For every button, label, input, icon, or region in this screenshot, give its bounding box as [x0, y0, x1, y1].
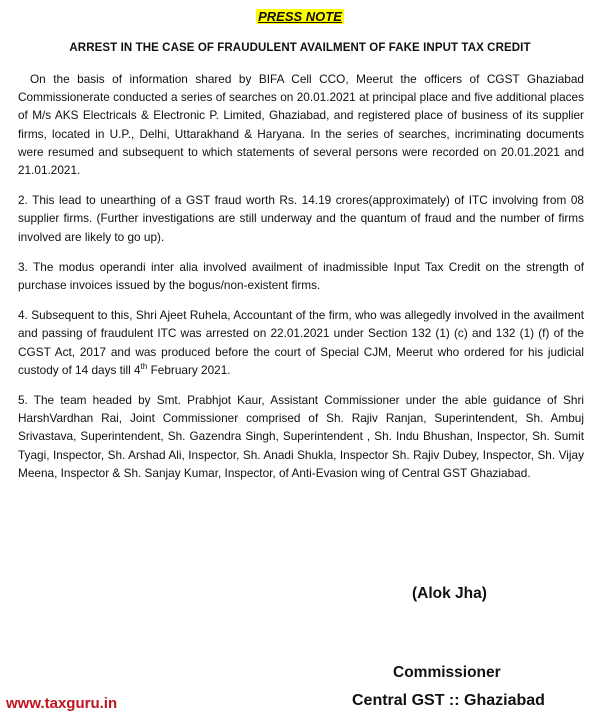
signatory-office: Central GST :: Ghaziabad	[352, 692, 545, 709]
document-heading: ARREST IN THE CASE OF FRAUDULENT AVAILMENT OF FAKE INPUT TAX CREDIT	[69, 42, 531, 54]
paragraph-4	[18, 306, 584, 379]
paragraph-5: 5. The team headed by Smt. Prabhjot Kaur, Assistant Commissioner under the able guidance of Shri HarshVardhan Rai, Joint Commissioner comprised of Sh. Rajiv Ranjan, Superintendent, Sh. Ambuj Srivastava, Superintendent, Sh. Gazendra Singh, Superintendent , Sh. Indu Bhushan, Inspector, Sh. Sumit Tyagi, Inspector, Sh. Arshad Ali, Inspector, Sh. Anadi Shukla, Inspector Sh. Rajiv Dubey, Inspector, Sh. Vijay Meena, Inspector & Sh. Sanjay Kumar, Inspector, of Anti-Evasion wing of Central GST Ghaziabad.	[18, 393, 584, 480]
paragraph-3: 3. The modus operandi inter alia involved availment of inadmissible Input Tax Credit on the strength of purchase invoices issued by the bogus/non-existent firms.	[18, 259, 584, 293]
document-body	[18, 70, 584, 494]
paragraph-2: 2. This lead to unearthing of a GST fraud worth Rs. 14.19 crores(approximately) of ITC involving from 08 supplier firms. (Further investigations are still underway and the quantum of fraud and the number of firms involved are likely to go up).	[18, 193, 584, 244]
paragraph-4-superscript: th	[140, 361, 148, 371]
press-note-label-wrap	[0, 8, 600, 26]
paragraph-4-end: February 2021.	[147, 362, 231, 377]
paragraph-4-main: 4. Subsequent to this, Shri Ajeet Ruhela, Accountant of the firm, who was allegedly involved in the availment and passing of fraudulent ITC was arrested on 22.01.2021 under Section 132 (1) (c) and 132 (1) (f) of the CGST Act, 2017 and was produced before the court of Special CJM, Meerut who ordered for his judicial custody of 14 days till 4	[18, 308, 584, 377]
press-note-label: PRESS NOTE	[258, 9, 342, 24]
website-watermark: www.taxguru.in	[6, 695, 118, 712]
paragraph-1: On the basis of information shared by BIFA Cell CCO, Meerut the officers of CGST Ghaziabad Commissionerate conducted a series of searches on 20.01.2021 at principal place and five additional places of M/s AKS Electricals & Electronic P. Limited, Ghaziabad, and registered place of business of its supplier firms, located in U.P., Delhi, Uttarakhand & Haryana. In the series of searches, incriminating documents were resumed and subsequent to which statements of several persons were recorded on 20.01.2021 and 21.01.2021.	[18, 72, 584, 178]
signatory-title: Commissioner	[393, 664, 501, 681]
signatory-name: (Alok Jha)	[412, 585, 487, 602]
